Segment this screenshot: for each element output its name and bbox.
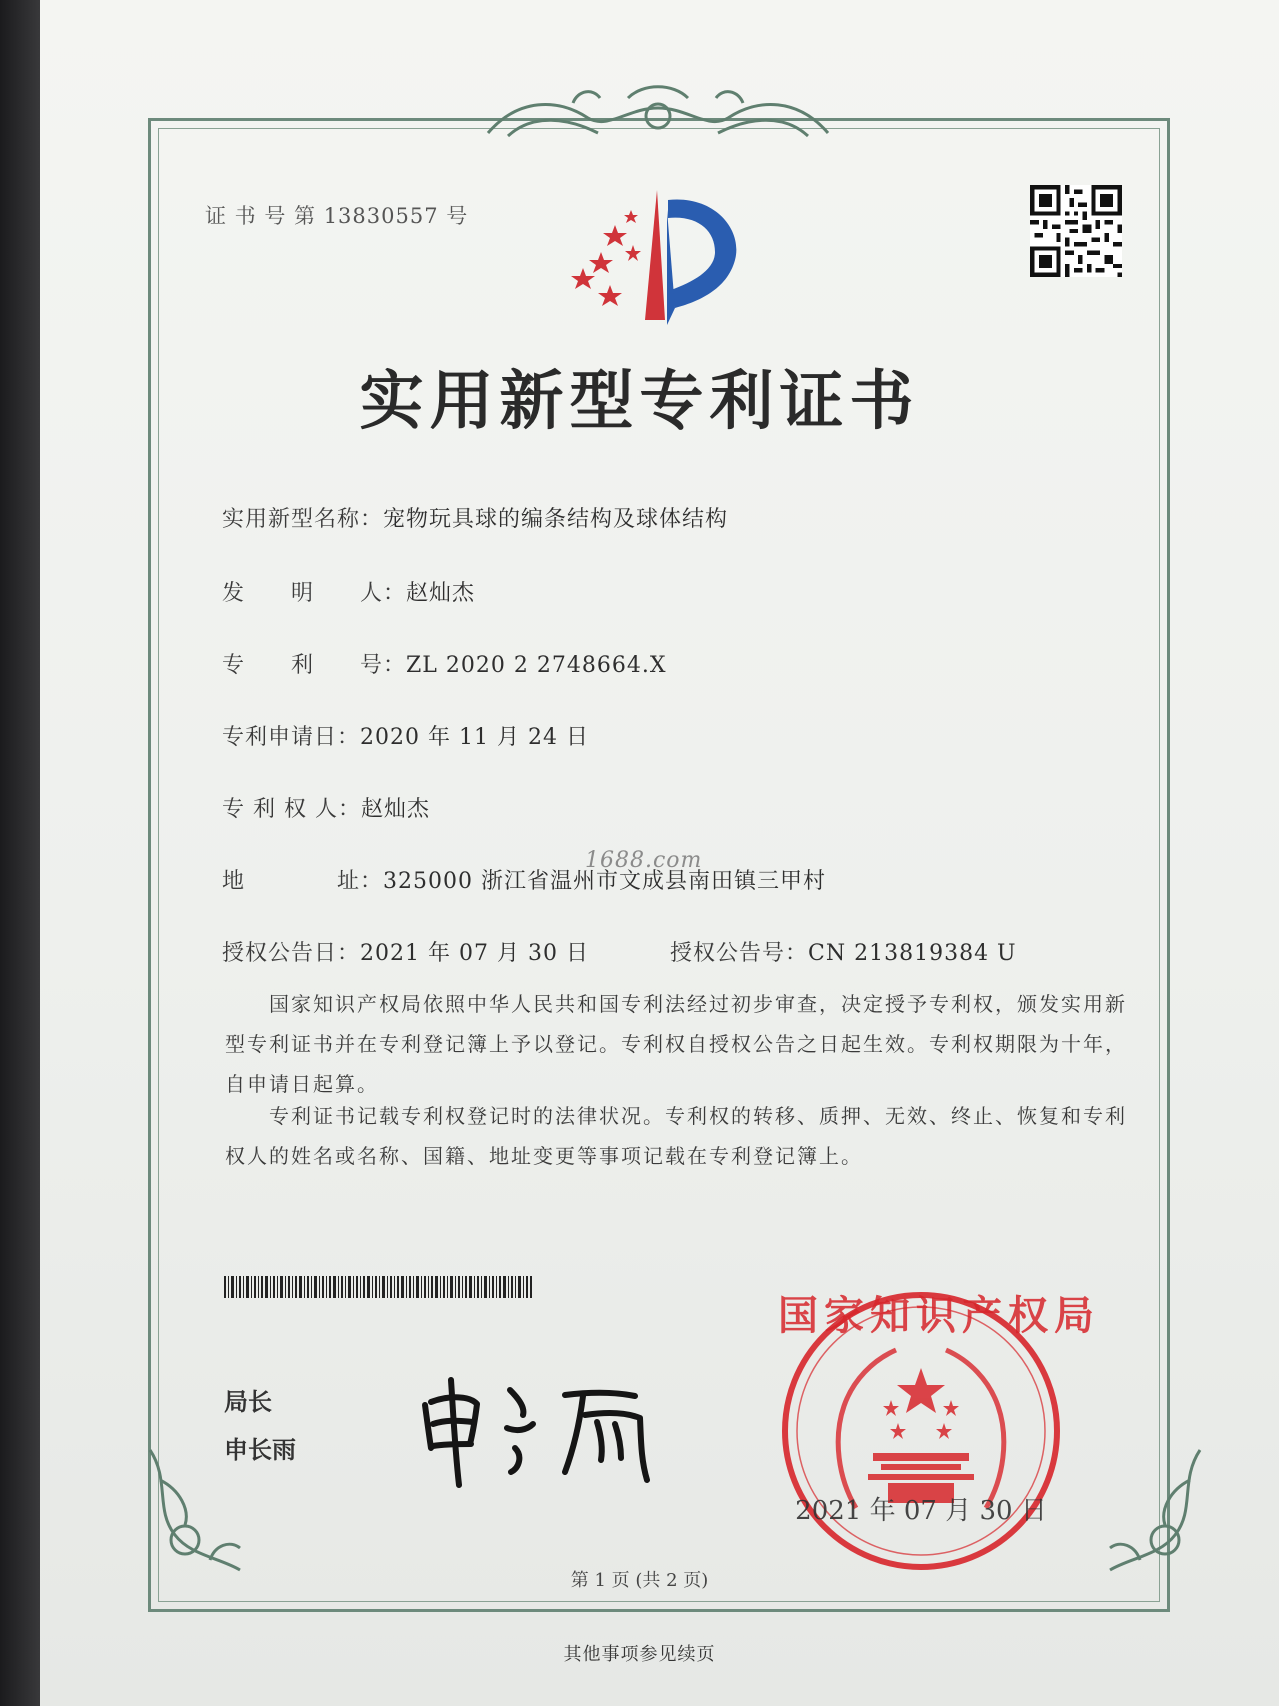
field-patent-number xyxy=(222,648,667,679)
field-label: 专 利 号： xyxy=(222,653,407,678)
field-grant-date xyxy=(222,936,589,967)
director-name: 申长雨 xyxy=(224,1436,296,1464)
handwritten-signature-icon xyxy=(415,1360,675,1490)
seal-date: 2021 年 07 月 30 日 xyxy=(795,1496,1047,1526)
field-application-date xyxy=(222,720,589,751)
field-label: 专利申请日： xyxy=(222,725,361,750)
field-label: 授权公告日： xyxy=(222,941,361,966)
qr-code-icon xyxy=(1030,185,1122,277)
field-value: 2021 年 07 月 30 日 xyxy=(360,941,589,966)
field-grant-announcement-number xyxy=(670,936,1017,967)
seal-overlay xyxy=(778,1288,1100,1574)
legal-paragraph-2: 专利证书记载专利权登记时的法律状况。专利权的转移、质押、无效、终止、恢复和专利权人的姓名或名称、国籍、地址变更等事项记载在专利登记簿上。 xyxy=(225,1104,1127,1168)
field-value: 325000 浙江省温州市文成县南田镇三甲村 xyxy=(383,869,826,894)
field-label: 授权公告号： xyxy=(670,941,809,966)
field-label: 实用新型名称： xyxy=(222,507,384,532)
seal-text: 国家知识产权局 xyxy=(778,1293,1100,1339)
field-label: 发 明 人： xyxy=(222,581,407,606)
certificate-title: 实用新型专利证书 xyxy=(359,365,920,439)
director-title: 局长 xyxy=(224,1388,272,1416)
legal-paragraph-1: 国家知识产权局依照中华人民共和国专利法经过初步审查，决定授予专利权，颁发实用新型专利证书并在专利登记簿上予以登记。专利权自授权公告之日起生效。专利权期限为十年，自申请日起算。 xyxy=(225,992,1127,1096)
field-value: 赵灿杰 xyxy=(360,797,430,822)
field-value: 赵灿杰 xyxy=(406,581,476,606)
top-ornament-icon xyxy=(478,78,838,148)
corner-ornament-right-icon xyxy=(1090,1440,1210,1580)
field-label: 专 利 权 人： xyxy=(222,797,361,822)
watermark: 1688.com xyxy=(585,848,703,873)
field-patentee xyxy=(222,792,430,823)
footer-note: 其他事项参见续页 xyxy=(563,1644,716,1665)
page-number: 第 1 页 (共 2 页) xyxy=(570,1570,709,1591)
field-utility-model-name xyxy=(222,502,728,533)
field-value: 宠物玩具球的编条结构及球体结构 xyxy=(383,507,729,532)
field-inventor xyxy=(222,576,475,607)
field-label: 地 址： xyxy=(222,869,384,894)
field-address xyxy=(222,864,826,895)
field-value: 2020 年 11 月 24 日 xyxy=(360,725,589,750)
field-value: ZL 2020 2 2748664.X xyxy=(406,653,667,678)
cnipa-logo-icon xyxy=(565,190,755,340)
barcode-icon xyxy=(224,1276,532,1298)
field-value: CN 213819384 U xyxy=(808,941,1017,966)
certificate-number: 证 书 号 第 13830557 号 xyxy=(205,204,469,228)
